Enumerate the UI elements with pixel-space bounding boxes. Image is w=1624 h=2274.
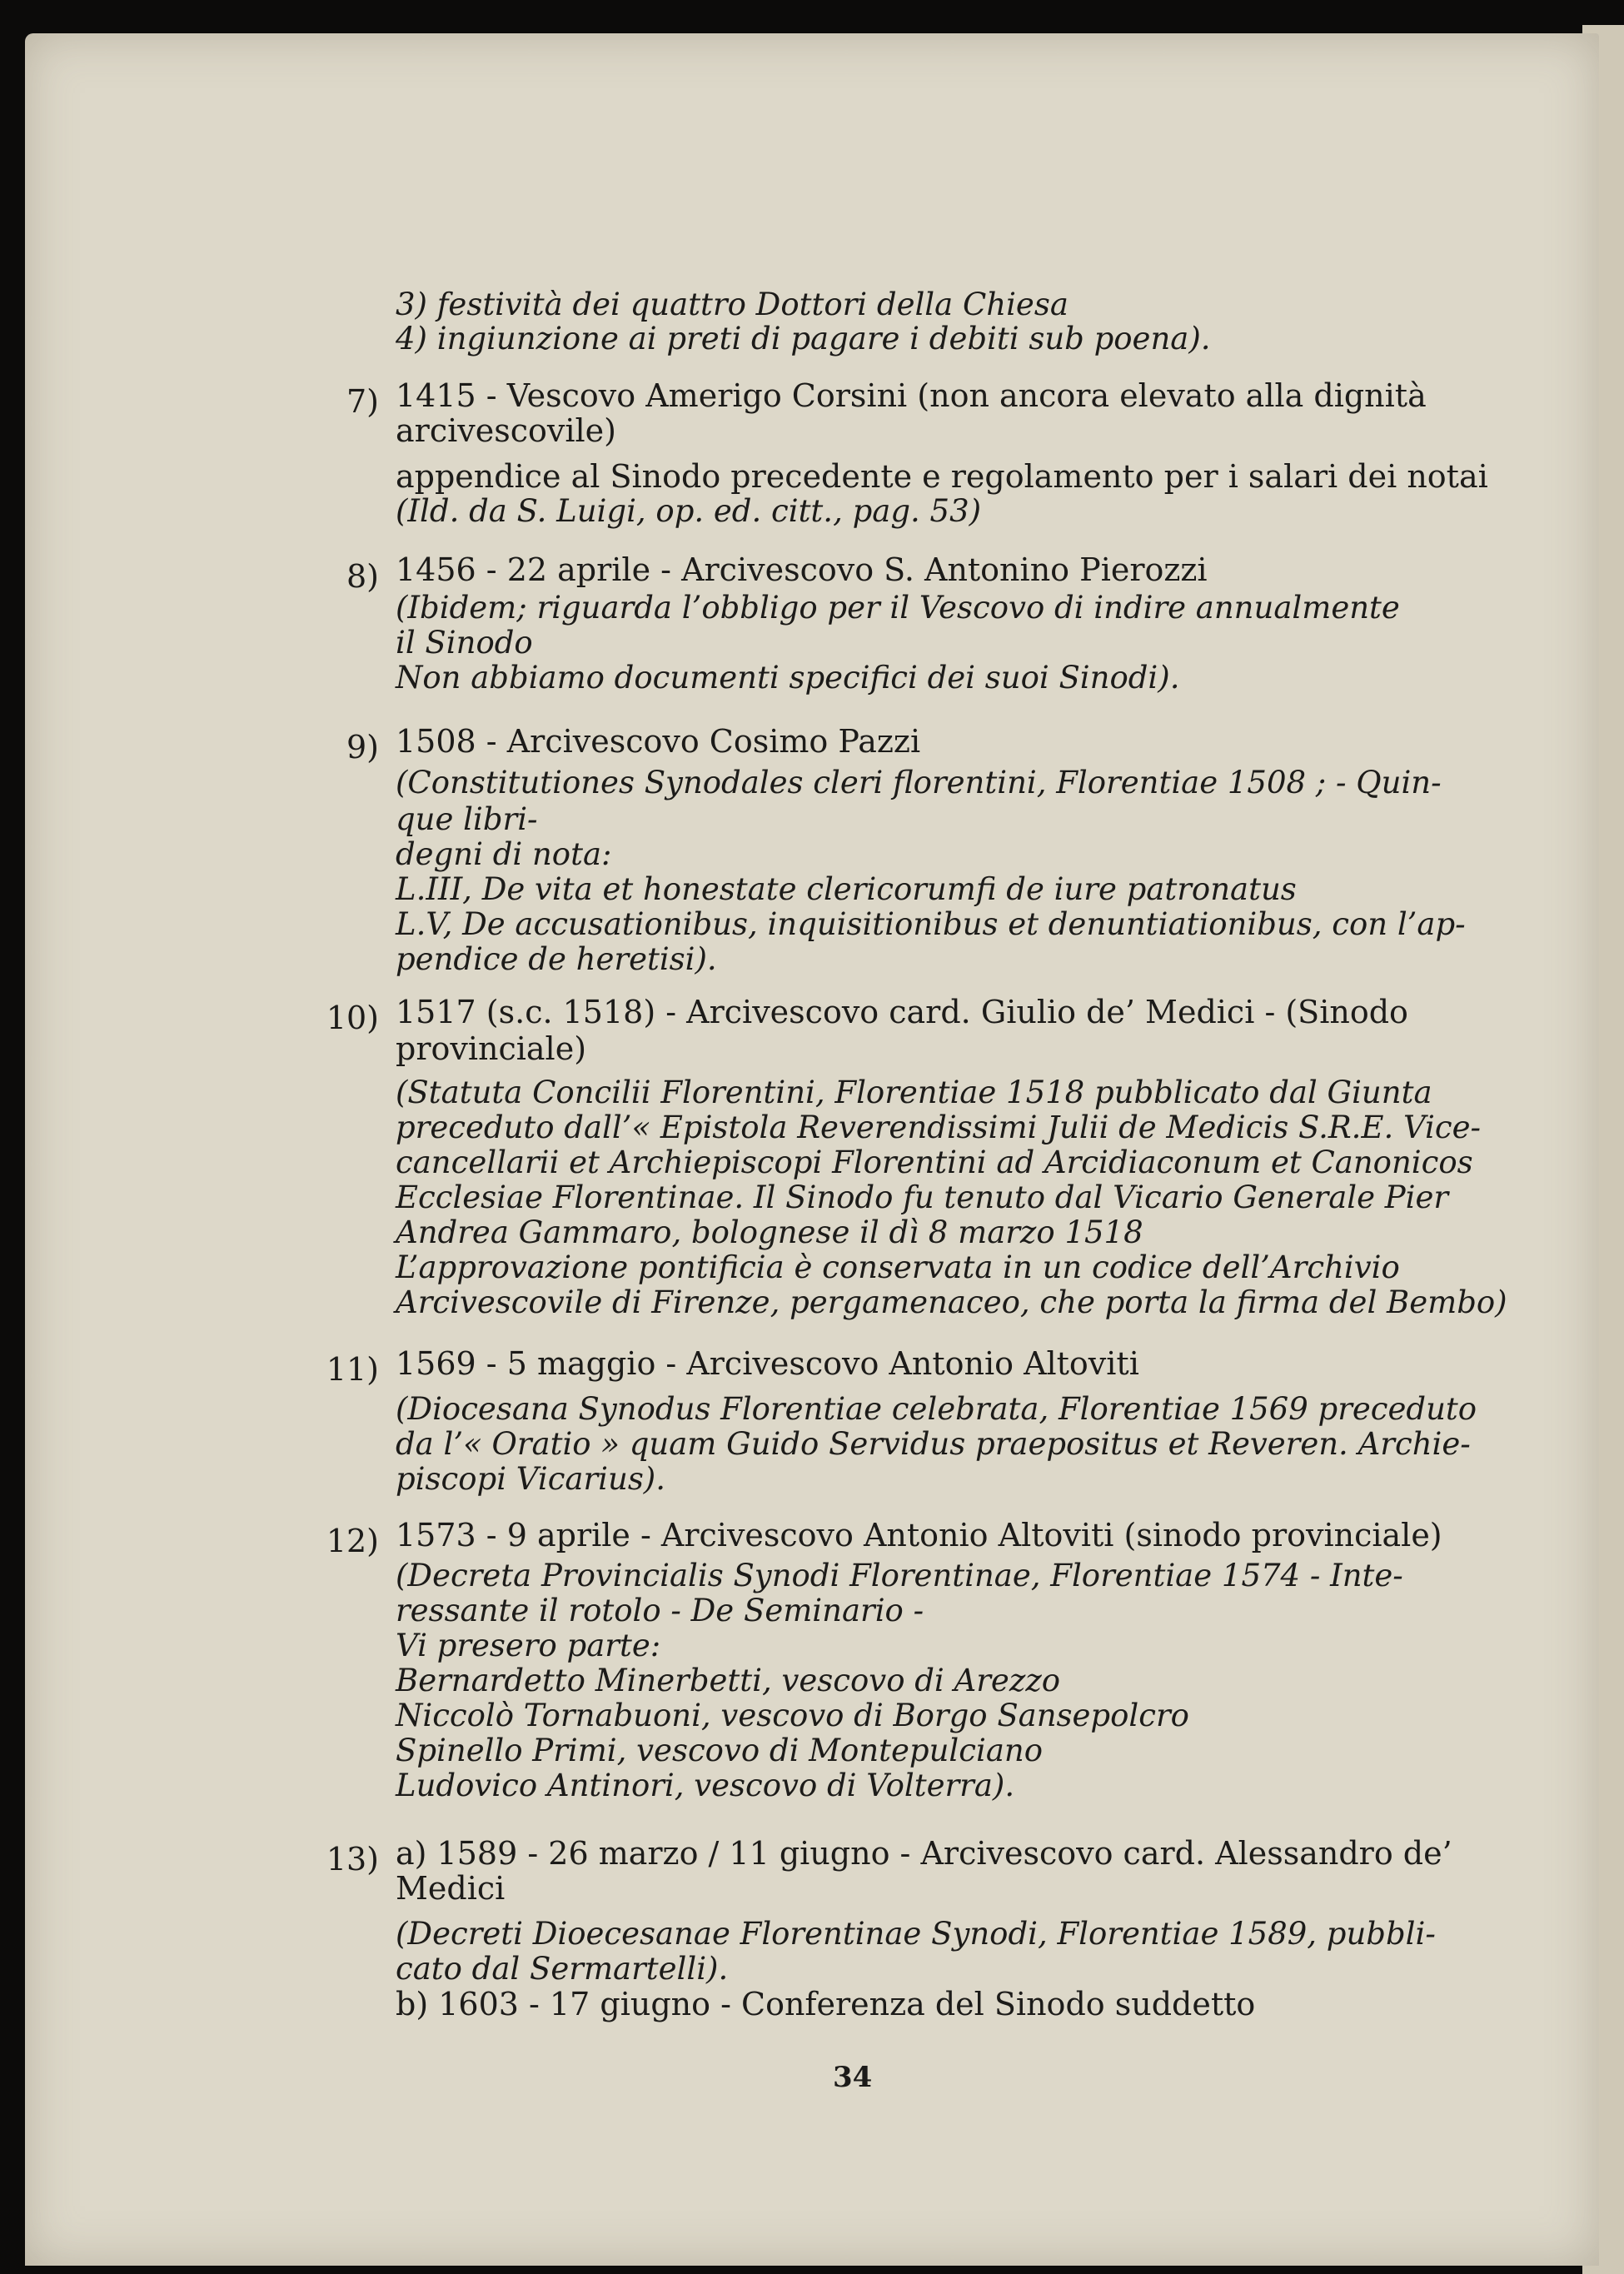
text-line: 3) festività dei quattro Dottori della Chiesa	[396, 287, 1069, 322]
citation-line: L.V, De accusationibus, inquisitionibus et denuntiationibus, con l’ap-	[396, 906, 1466, 942]
citation-line: (Ild. da S. Luigi, op. ed. citt., pag. 53)	[396, 493, 982, 529]
citation-line: L.III, De vita et honestate clericorumfi de iure patronatus	[396, 871, 1297, 907]
citation-line: cato dal Sermartelli).	[396, 1951, 729, 1987]
entry-line: provinciale)	[396, 1030, 587, 1067]
citation-line: (Decreta Provincialis Synodi Florentinae, Florentiae 1574 - Inte-	[396, 1558, 1403, 1593]
citation-line: cancellarii et Archiepiscopi Florentini ad Arcidiaconum et Canonicos	[396, 1144, 1473, 1180]
entry-number: 10)	[326, 1000, 379, 1036]
entry-number: 7)	[346, 383, 379, 420]
citation-line: Niccolò Tornabuoni, vescovo di Borgo Sansepolcro	[396, 1698, 1189, 1733]
text-line: 4) ingiunzione ai preti di pagare i debiti sub poena).	[396, 321, 1211, 357]
citation-line: degni di nota:	[396, 836, 612, 872]
entry-number: 13)	[326, 1841, 379, 1878]
citation-line: (Statuta Concilii Florentini, Florentiae 1518 pubblicato dal Giunta	[396, 1075, 1432, 1110]
entry-line: 1415 - Vescovo Amerigo Corsini (non ancora elevato alla dignità	[396, 377, 1427, 414]
citation-line: Ludovico Antinori, vescovo di Volterra).	[396, 1768, 1015, 1803]
entry-line: 1569 - 5 maggio - Arcivescovo Antonio Altoviti	[396, 1345, 1139, 1382]
entry-number: 12)	[326, 1523, 379, 1559]
citation-line: Bernardetto Minerbetti, vescovo di Arezzo	[396, 1663, 1061, 1698]
entry-line: a) 1589 - 26 marzo / 11 giugno - Arcivescovo card. Alessandro de’	[396, 1835, 1452, 1872]
entry-line: 1517 (s.c. 1518) - Arcivescovo card. Giulio de’ Medici - (Sinodo	[396, 994, 1408, 1030]
entry-line: Medici	[396, 1870, 506, 1907]
citation-line: Non abbiamo documenti specifici dei suoi Sinodi).	[396, 660, 1180, 696]
entry-line: 1573 - 9 aprile - Arcivescovo Antonio Altoviti (sinodo provinciale)	[396, 1517, 1442, 1553]
entry-line: arcivescovile)	[396, 412, 616, 449]
citation-line: (Constitutiones Synodales cleri florentini, Florentiae 1508 ; - Quin-	[396, 765, 1442, 800]
entry-line: appendice al Sinodo precedente e regolamento per i salari dei notai	[396, 458, 1488, 495]
citation-line: ressante il rotolo - De Seminario -	[396, 1593, 924, 1628]
citation-line: piscopi Vicarius).	[396, 1461, 666, 1497]
citation-line: Spinello Primi, vescovo di Montepulciano	[396, 1733, 1043, 1768]
citation-line: (Ibidem; riguarda l’obbligo per il Vescovo di indire annualmente	[396, 590, 1400, 626]
entry-line: 1456 - 22 aprile - Arcivescovo S. Antonino Pierozzi	[396, 551, 1208, 588]
page-number: 34	[833, 2061, 873, 2094]
entry-line: b) 1603 - 17 giugno - Conferenza del Sinodo suddetto	[396, 1986, 1256, 2022]
citation-line: Arcivescovile di Firenze, pergamenaceo, che porta la firma del Bembo)	[396, 1284, 1507, 1320]
citation-line: L’approvazione pontificia è conservata in un codice dell’Archivio	[396, 1249, 1400, 1285]
entry-number: 8)	[346, 558, 379, 595]
citation-line: (Diocesana Synodus Florentiae celebrata, Florentiae 1569 preceduto	[396, 1391, 1477, 1427]
citation-line: (Decreti Dioecesanae Florentinae Synodi, Florentiae 1589, pubbli-	[396, 1916, 1436, 1952]
citation-line: da l’« Oratio » quam Guido Servidus praepositus et Reveren. Archie-	[396, 1426, 1471, 1462]
entry-line: 1508 - Arcivescovo Cosimo Pazzi	[396, 723, 921, 760]
citation-line: pendice de heretisi).	[396, 941, 717, 977]
citation-line: il Sinodo	[396, 625, 533, 661]
citation-line: Ecclesiae Florentinae. Il Sinodo fu tenuto dal Vicario Generale Pier	[396, 1179, 1449, 1215]
citation-line: preceduto dall’« Epistola Reverendissimi Julii de Medicis S.R.E. Vice-	[396, 1110, 1482, 1145]
citation-line: Andrea Gammaro, bolognese il dì 8 marzo 1518	[396, 1214, 1143, 1250]
entry-number: 11)	[326, 1351, 379, 1388]
entry-number: 9)	[346, 729, 379, 765]
citation-line: que libri-	[396, 801, 538, 837]
citation-line: Vi presero parte:	[396, 1628, 661, 1663]
